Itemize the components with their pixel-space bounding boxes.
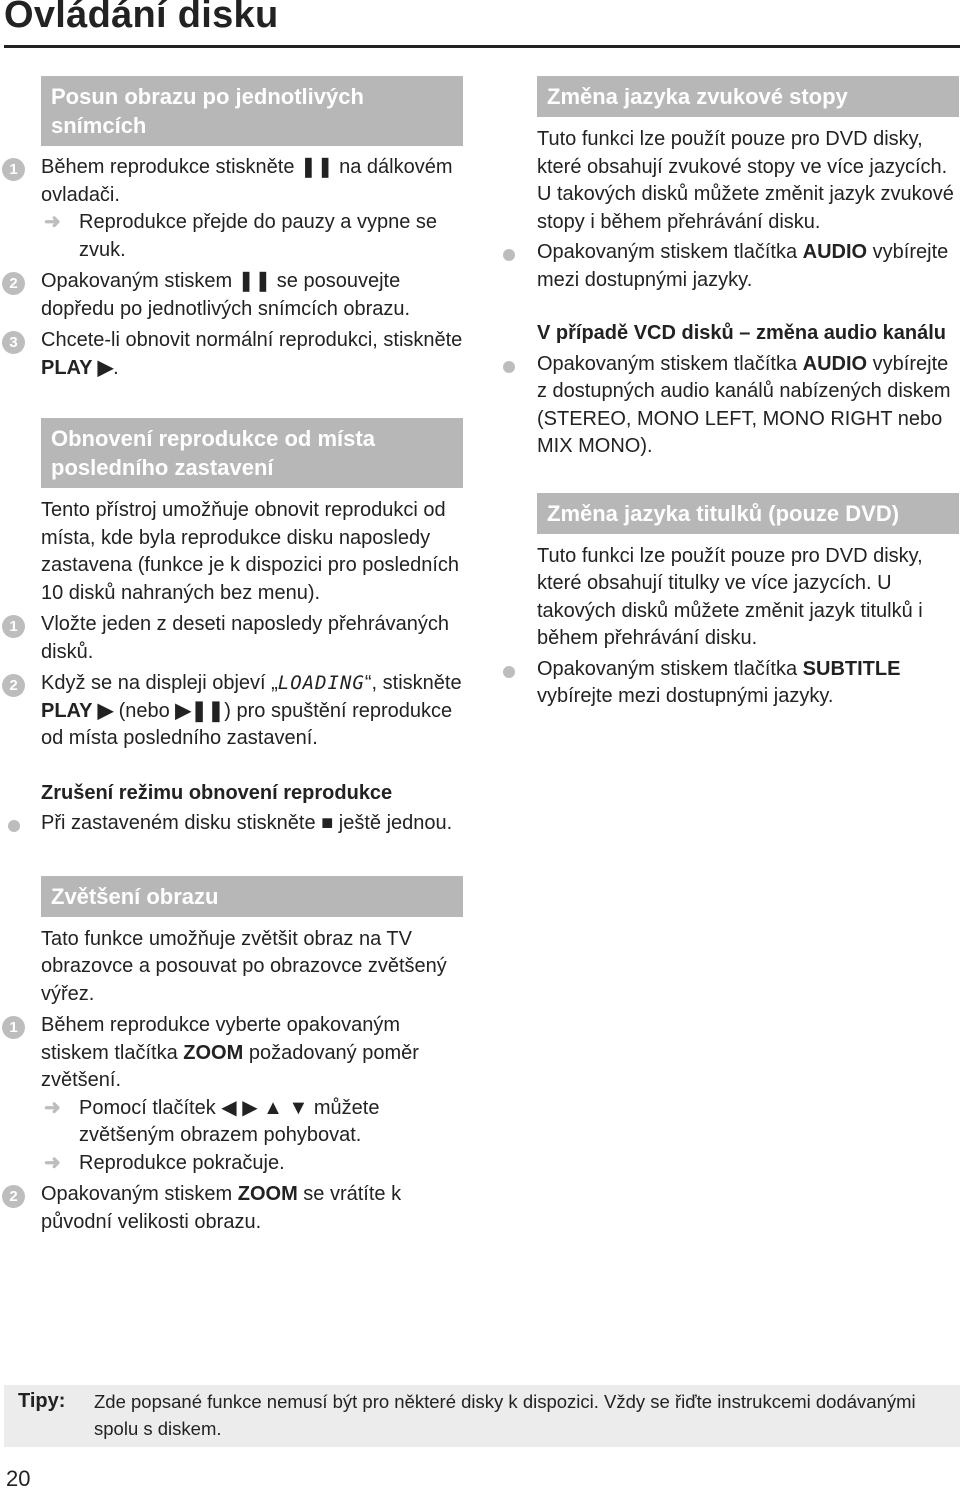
title-rule xyxy=(4,45,960,48)
left-column xyxy=(0,76,470,1236)
stop-icon: ■ xyxy=(321,812,334,834)
step-2: 2 Opakovaným stiskem ZOOM se vrátíte k původní velikosti obrazu. xyxy=(0,1181,470,1236)
step-1: 1 Během reprodukce vyberte opakovaným stiskem tlačítka ZOOM požadovaný poměr zvětšení. xyxy=(0,1012,470,1095)
step-number-icon: 2 xyxy=(2,272,25,295)
subheading-cancel-resume: Zrušení režimu obnovení reprodukce xyxy=(41,781,393,804)
audio-intro: Tuto funkci lze použít pouze pro DVD disky, které obsahují zvukové stopy ve více jazycích. U takových disků můžete změnit jazyk zvukové stopy i během přehrávání disku. xyxy=(537,128,954,233)
section-heading-frame-advance: Posun obrazu po jednotlivých snímcích xyxy=(41,76,463,146)
subtitle-intro: Tuto funkci lze použít pouze pro DVD disky, které obsahují titulky ve více jazycích. U takových disků můžete změnit jazyk titulků i během přehrávání disku. xyxy=(537,544,923,649)
result-line: ➜ Reprodukce pokračuje. xyxy=(0,1150,470,1178)
page-title: Ovládání disku xyxy=(4,0,279,36)
tips-label: Tipy: xyxy=(18,1390,66,1412)
result-line: ➜ Pomocí tlačítek ◀ ▶ ▲ ▼ můžete zvětšeným obrazem pohybovat. xyxy=(44,1096,380,1146)
bullet-icon xyxy=(503,666,515,678)
step-number-icon: 2 xyxy=(2,674,25,697)
page-number: 20 xyxy=(6,1466,31,1491)
step-2: 2 Když se na displeji objeví „LOADING“, stiskněte PLAY ▶ (nebo ▶❚❚) pro spuštění reprodukce od místa posledního zastavení. xyxy=(0,670,470,753)
zoom-intro: Tato funkce umožňuje zvětšit obraz na TV obrazovce a posouvat po obrazovce zvětšený výřez. xyxy=(41,927,447,1005)
subheading-vcd-audio: V případě VCD disků – změna audio kanálu xyxy=(537,322,946,344)
bullet-icon xyxy=(8,820,20,832)
bullet-icon xyxy=(503,249,515,261)
right-column xyxy=(498,76,960,711)
step-1: 1 Během reprodukce stiskněte ❚❚ na dálkovém ovladači. xyxy=(0,154,470,209)
arrow-icon: ➜ xyxy=(44,211,61,233)
bullet-item: Opakovaným stiskem tlačítka SUBTITLE vybírejte mezi dostupnými jazyky. xyxy=(498,656,960,711)
section-heading-subtitle-language: Změna jazyka titulků (pouze DVD) xyxy=(537,493,959,534)
step-number-icon: 1 xyxy=(2,1016,25,1039)
section-heading-zoom: Zvětšení obrazu xyxy=(41,876,463,917)
section-heading-resume: Obnovení reprodukce od místa posledního zastavení xyxy=(41,418,463,488)
bullet-item: Opakovaným stiskem tlačítka AUDIO vybírejte z dostupných audio kanálů nabízených diskem (STEREO, MONO LEFT, MONO RIGHT nebo MIX MONO). xyxy=(498,351,960,461)
step-2: 2 Opakovaným stiskem ❚❚ se posouvejte dopředu po jednotlivých snímcích obrazu. xyxy=(0,268,470,323)
bullet-item: Při zastaveném disku stiskněte ■ ještě jednou. xyxy=(0,810,470,838)
resume-intro: Tento přístroj umožňuje obnovit reprodukci od místa, kde byla reprodukce disku naposledy zastavena (funkce je k dispozici pro posledních 10 disků nahraných bez menu). xyxy=(41,499,460,604)
step-number-icon: 3 xyxy=(2,331,25,354)
tips-box xyxy=(4,1385,960,1447)
tips-text: Zde popsané funkce nemusí být pro některé disky k dispozici. Vždy se řiďte instrukcemi dodávanými spolu s diskem. xyxy=(94,1391,916,1439)
bullet-icon xyxy=(503,361,515,373)
arrow-icon: ➜ xyxy=(44,1096,61,1119)
lcd-display-text: LOADING xyxy=(277,672,365,694)
step-number-icon: 2 xyxy=(2,1185,25,1208)
step-3: 3 Chcete-li obnovit normální reprodukci, stiskněte PLAY ▶. xyxy=(0,327,470,382)
step-number-icon: 1 xyxy=(2,615,25,638)
bullet-item: Opakovaným stiskem tlačítka AUDIO vybírejte mezi dostupnými jazyky. xyxy=(498,239,960,294)
step-1: 1 Vložte jeden z deseti naposledy přehrávaných disků. xyxy=(0,611,470,666)
result-line: ➜ Reprodukce přejde do pauzy a vypne se zvuk. xyxy=(44,211,438,261)
section-heading-audio-language: Změna jazyka zvukové stopy xyxy=(537,76,959,117)
step-number-icon: 1 xyxy=(2,158,25,181)
arrow-icon: ➜ xyxy=(44,1151,61,1174)
